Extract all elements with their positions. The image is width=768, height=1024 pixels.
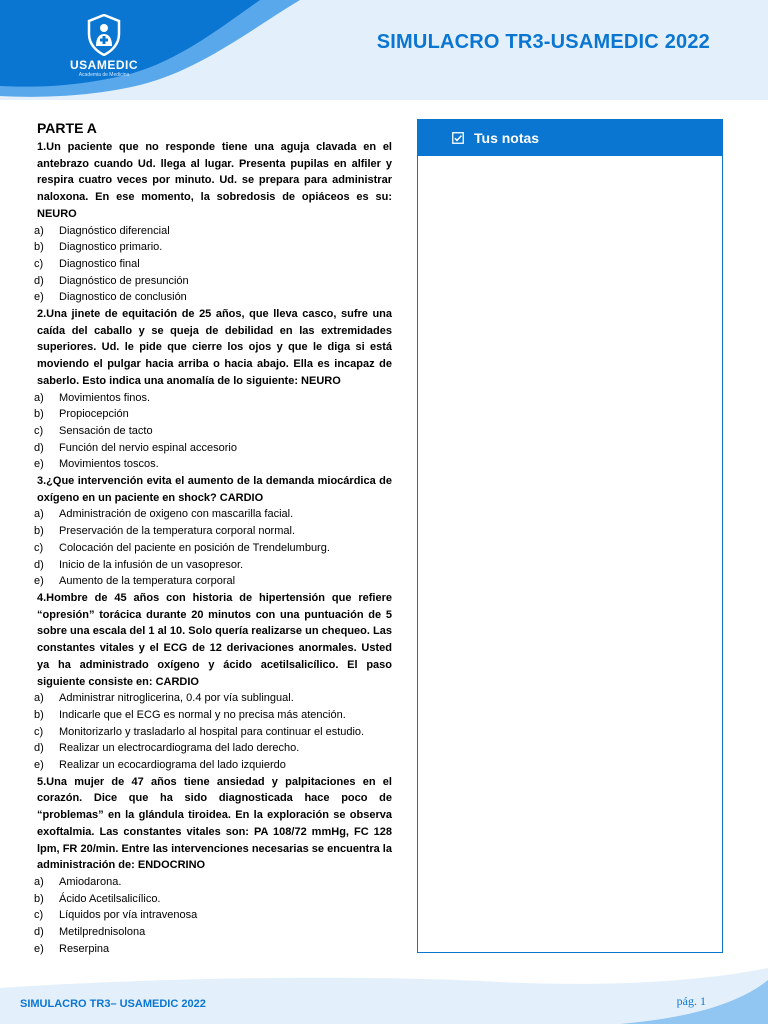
question-block (34, 590, 392, 774)
answer-option (34, 740, 392, 757)
option-letter: a) (34, 224, 44, 237)
option-text: Diagnóstico diferencial (59, 224, 170, 237)
answer-option (34, 423, 392, 440)
option-letter: c) (34, 424, 44, 437)
option-text: Líquidos por vía intravenosa (59, 909, 198, 922)
notes-box (417, 119, 723, 953)
logo-subtext: Academia de Medicina (78, 72, 130, 78)
answer-option (34, 440, 392, 457)
option-text: Colocación del paciente en posición de Trendelumburg. (59, 541, 330, 554)
footer-wave-background (0, 968, 768, 1024)
option-text: Metilprednisolona (59, 926, 146, 939)
answer-option (34, 707, 392, 724)
option-letter: b) (34, 708, 44, 721)
option-letter: c) (34, 541, 44, 554)
logo-text: USAMEDIC (69, 58, 138, 72)
option-letter: d) (34, 558, 44, 571)
questions-column (34, 120, 392, 957)
option-text: Preservación de la temperatura corporal normal. (59, 525, 296, 538)
option-letter: d) (34, 274, 44, 287)
answer-option (34, 223, 392, 240)
option-letter: b) (34, 892, 44, 905)
option-letter: e) (34, 942, 44, 955)
notes-area[interactable] (418, 156, 722, 952)
answer-option (34, 874, 392, 891)
option-letter: d) (34, 742, 44, 755)
option-text: Propiocepción (59, 408, 129, 421)
question-text: 4.Hombre de 45 años con historia de hipertensión que refiere “opresión” torácica durante 20 minutos con una puntuación de 5 sobre una escala del 1 al 10. Solo quería realizarse un chequeo. Las constantes vitales y el ECG de 12 derivaciones anormales. Usted ya ha administrado oxígeno y ácido acetilsalicílico. El paso siguiente consiste en: CARDIO (37, 591, 392, 688)
notes-header (418, 120, 722, 156)
answer-option (34, 390, 392, 407)
option-text: Sensación de tacto (59, 424, 153, 437)
question-block (34, 774, 392, 958)
answer-option (34, 523, 392, 540)
option-text: Diagnostico primario. (59, 241, 163, 254)
option-text: Movimientos toscos. (59, 458, 159, 471)
footer-text: SIMULACRO TR3– USAMEDIC 2022 (20, 998, 206, 1010)
option-text: Movimientos finos. (59, 391, 151, 404)
usamedic-logo (62, 14, 146, 86)
document-title: SIMULACRO TR3-USAMEDIC 2022 (376, 31, 710, 53)
option-letter: d) (34, 441, 44, 454)
option-text: Reserpina (59, 942, 110, 955)
checkbox-icon (452, 132, 464, 144)
answer-option (34, 573, 392, 590)
options-list (34, 223, 392, 307)
option-letter: e) (34, 759, 44, 772)
option-letter: a) (34, 692, 44, 705)
option-letter: a) (34, 508, 44, 521)
option-letter: d) (34, 926, 44, 939)
answer-option (34, 506, 392, 523)
answer-option (34, 273, 392, 290)
option-text: Realizar un electrocardiograma del lado derecho. (59, 742, 300, 755)
option-text: Amiodarona. (59, 875, 122, 888)
option-text: Diagnostico de conclusión (59, 291, 187, 304)
option-letter: c) (34, 909, 44, 922)
option-letter: c) (34, 725, 44, 738)
answer-option (34, 924, 392, 941)
option-letter: c) (34, 257, 44, 270)
option-letter: e) (34, 458, 44, 471)
option-text: Ácido Acetilsalicílico. (59, 892, 161, 905)
answer-option (34, 406, 392, 423)
options-list (34, 390, 392, 474)
answer-option (34, 690, 392, 707)
question-text: 2.Una jinete de equitación de 25 años, que lleva casco, sufre una caída del caballo y se queja de debilidad en las extremidades superiores. Ud. le pide que cierre los ojos y que le diga si está moviendo el pulgar hacia arriba o hacia abajo. Ella es incapaz de saberlo. Esto indica una anomalía de lo siguiente: NEURO (37, 308, 392, 387)
question-block (34, 139, 392, 306)
answer-option (34, 907, 392, 924)
answer-option (34, 941, 392, 958)
option-letter: b) (34, 525, 44, 538)
answer-option (34, 891, 392, 908)
option-text: Indicarle que el ECG es normal y no precisa más atención. (59, 708, 346, 721)
part-title: PARTE A (37, 120, 97, 136)
shield-logo-icon (87, 14, 121, 56)
answer-option (34, 289, 392, 306)
question-text: 1.Un paciente que no responde tiene una aguja clavada en el antebrazo cuando Ud. llega al lugar. Presenta pupilas en alfiler y respira cuatro veces por minuto. Ud. se prepara para administrar naloxona. En ese momento, la sobredosis de opiáceos es su: NEURO (37, 141, 392, 220)
answer-option (34, 456, 392, 473)
answer-option (34, 256, 392, 273)
page-number: pág. 1 (676, 994, 706, 1008)
option-letter: b) (34, 408, 44, 421)
option-text: Administrar nitroglicerina, 0.4 por vía sublingual. (59, 692, 294, 705)
options-list (34, 506, 392, 590)
option-text: Monitorizarlo y trasladarlo al hospital para continuar el estudio. (59, 725, 365, 738)
option-letter: e) (34, 575, 44, 588)
answer-option (34, 557, 392, 574)
answer-option (34, 724, 392, 741)
question-text: 3.¿Que intervención evita el aumento de la demanda miocárdica de oxígeno en un paciente en shock? CARDIO (37, 475, 392, 504)
answer-option (34, 757, 392, 774)
question-block (34, 473, 392, 590)
answer-option (34, 239, 392, 256)
notes-title: Tus notas (474, 130, 540, 146)
option-text: Diagnóstico de presunción (59, 274, 189, 287)
options-list (34, 690, 392, 774)
option-letter: a) (34, 391, 44, 404)
option-text: Aumento de la temperatura corporal (59, 575, 236, 588)
option-letter: b) (34, 241, 44, 254)
options-list (34, 874, 392, 958)
option-letter: a) (34, 875, 44, 888)
option-text: Diagnostico final (59, 257, 140, 270)
option-text: Función del nervio espinal accesorio (59, 441, 237, 454)
option-letter: e) (34, 291, 44, 304)
answer-option (34, 540, 392, 557)
questions-list (34, 139, 392, 957)
option-text: Inicio de la infusión de un vasopresor. (59, 558, 244, 571)
option-text: Administración de oxigeno con mascarilla facial. (59, 508, 294, 521)
question-text: 5.Una mujer de 47 años tiene ansiedad y palpitaciones en el corazón. Dice que ha sido diagnosticada hace poco de “problemas” en la glándula tiroidea. En la exploración se observa exoftalmia. Las constantes vitales son: PA 108/72 mmHg, FC 128 lpm, FR 20/min. Entre las intervenciones necesarias se encuentra la administración de: ENDOCRINO (37, 775, 392, 872)
question-block (34, 306, 392, 473)
option-text: Realizar un ecocardiograma del lado izquierdo (59, 759, 286, 772)
